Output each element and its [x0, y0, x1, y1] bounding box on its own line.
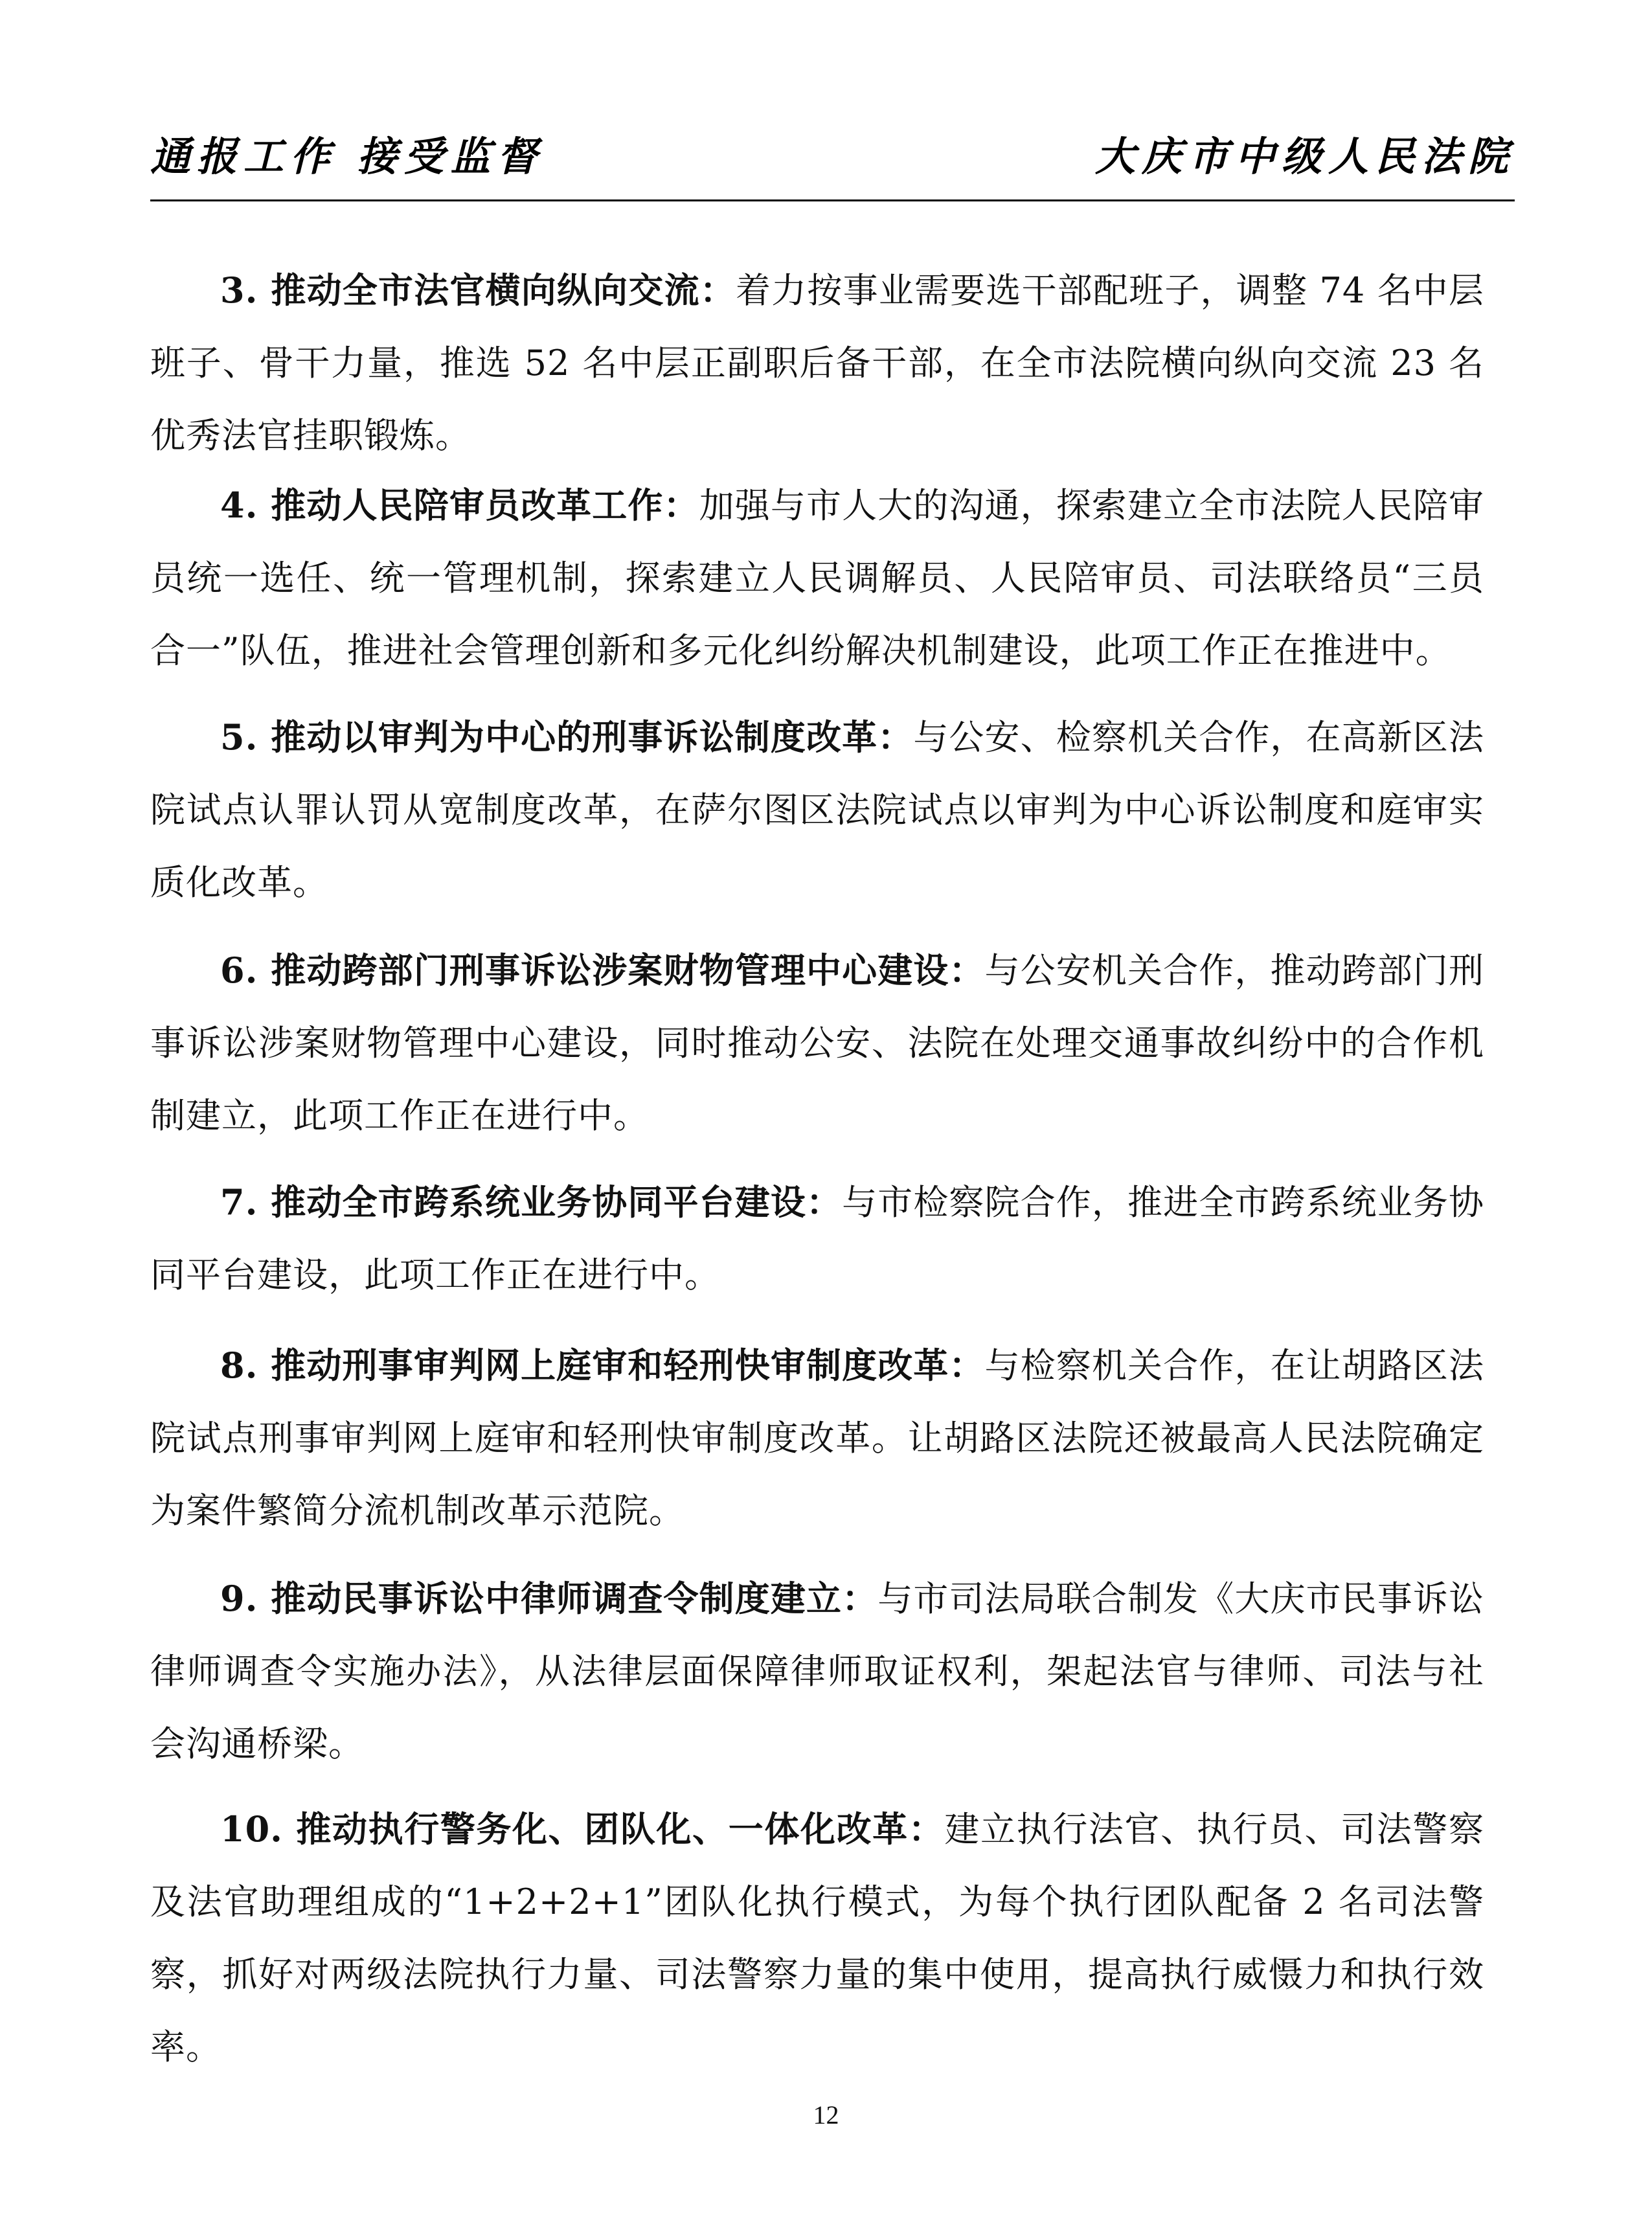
paragraph-10-title: 10. 推动执行警务化、团队化、一体化改革：: [220, 1808, 945, 1850]
paragraph-9-body: 与市司法局联合制发《大庆市民事诉讼律师调查令实施办法》，从法律层面保障律师取证权利，架起法官与律师、司法与社会沟通桥梁。: [150, 1578, 1485, 1764]
paragraph-4-title: 4. 推动人民陪审员改革工作：: [220, 484, 699, 526]
paragraph-6: [150, 934, 1484, 1152]
paragraph-5-title: 5. 推动以审判为中心的刑事诉讼制度改革：: [220, 716, 914, 758]
paragraph-9-title: 9. 推动民事诉讼中律师调查令制度建立：: [220, 1578, 878, 1619]
paragraph-7-title: 7. 推动全市跨系统业务协同平台建设：: [220, 1181, 843, 1223]
paragraph-7-body: 与市检察院合作，推进全市跨系统业务协同平台建设，此项工作正在进行中。: [150, 1182, 1485, 1295]
paragraph-3: [150, 254, 1484, 472]
paragraph-6-body: 与公安机关合作，推动跨部门刑事诉讼涉案财物管理中心建设，同时推动公安、法院在处理交通事故纠纷中的合作机制建立，此项工作正在进行中。: [150, 950, 1485, 1136]
header-slogan: 通报工作 接受监督: [150, 133, 544, 180]
page-number: 12: [813, 2100, 839, 2129]
paragraph-8-title: 8. 推动刑事审判网上庭审和轻刑快审制度改革：: [220, 1345, 985, 1386]
paragraph-9: [150, 1562, 1484, 1780]
paragraph-5-body: 与公安、检察机关合作，在高新区法院试点认罪认罚从宽制度改革，在萨尔图区法院试点以审判为中心诉讼制度和庭审实质化改革。: [150, 717, 1485, 903]
paragraph-6-title: 6. 推动跨部门刑事诉讼涉案财物管理中心建设：: [220, 949, 985, 991]
paragraph-5: [150, 701, 1484, 919]
paragraph-4: [150, 469, 1484, 687]
paragraph-3-body: 着力按事业需要选干部配班子，调整 74 名中层班子、骨干力量，推选 52 名中层正副职后备干部，在全市法院横向纵向交流 23 名优秀法官挂职锻炼。: [150, 270, 1484, 456]
paragraph-10: [150, 1793, 1484, 2084]
paragraph-8-body: 与检察机关合作，在让胡路区法院试点刑事审判网上庭审和轻刑快审制度改革。让胡路区法院还被最高人民法院确定为案件繁简分流机制改革示范院。: [150, 1345, 1485, 1531]
header-organization: 大庆市中级人民法院: [1094, 133, 1515, 180]
paragraph-8: [150, 1329, 1484, 1547]
paragraph-4-body: 加强与市人大的沟通，探索建立全市法院人民陪审员统一选任、统一管理机制，探索建立人民调解员、人民陪审员、司法联络员“三员合一”队伍，推进社会管理创新和多元化纠纷解决机制建设，此项工作正在推进中。: [150, 485, 1485, 671]
paragraph-7: [150, 1166, 1484, 1312]
header-divider: [150, 199, 1515, 201]
paragraph-10-body: 建立执行法官、执行员、司法警察及法官助理组成的“1+2+2+1”团队化执行模式，为每个执行团队配备 2 名司法警察，抓好对两级法院执行力量、司法警察力量的集中使用，提高执行威慑力和执行效率。: [150, 1809, 1484, 2067]
page-header: [150, 117, 1515, 188]
paragraph-3-title: 3. 推动全市法官横向纵向交流：: [220, 269, 736, 311]
